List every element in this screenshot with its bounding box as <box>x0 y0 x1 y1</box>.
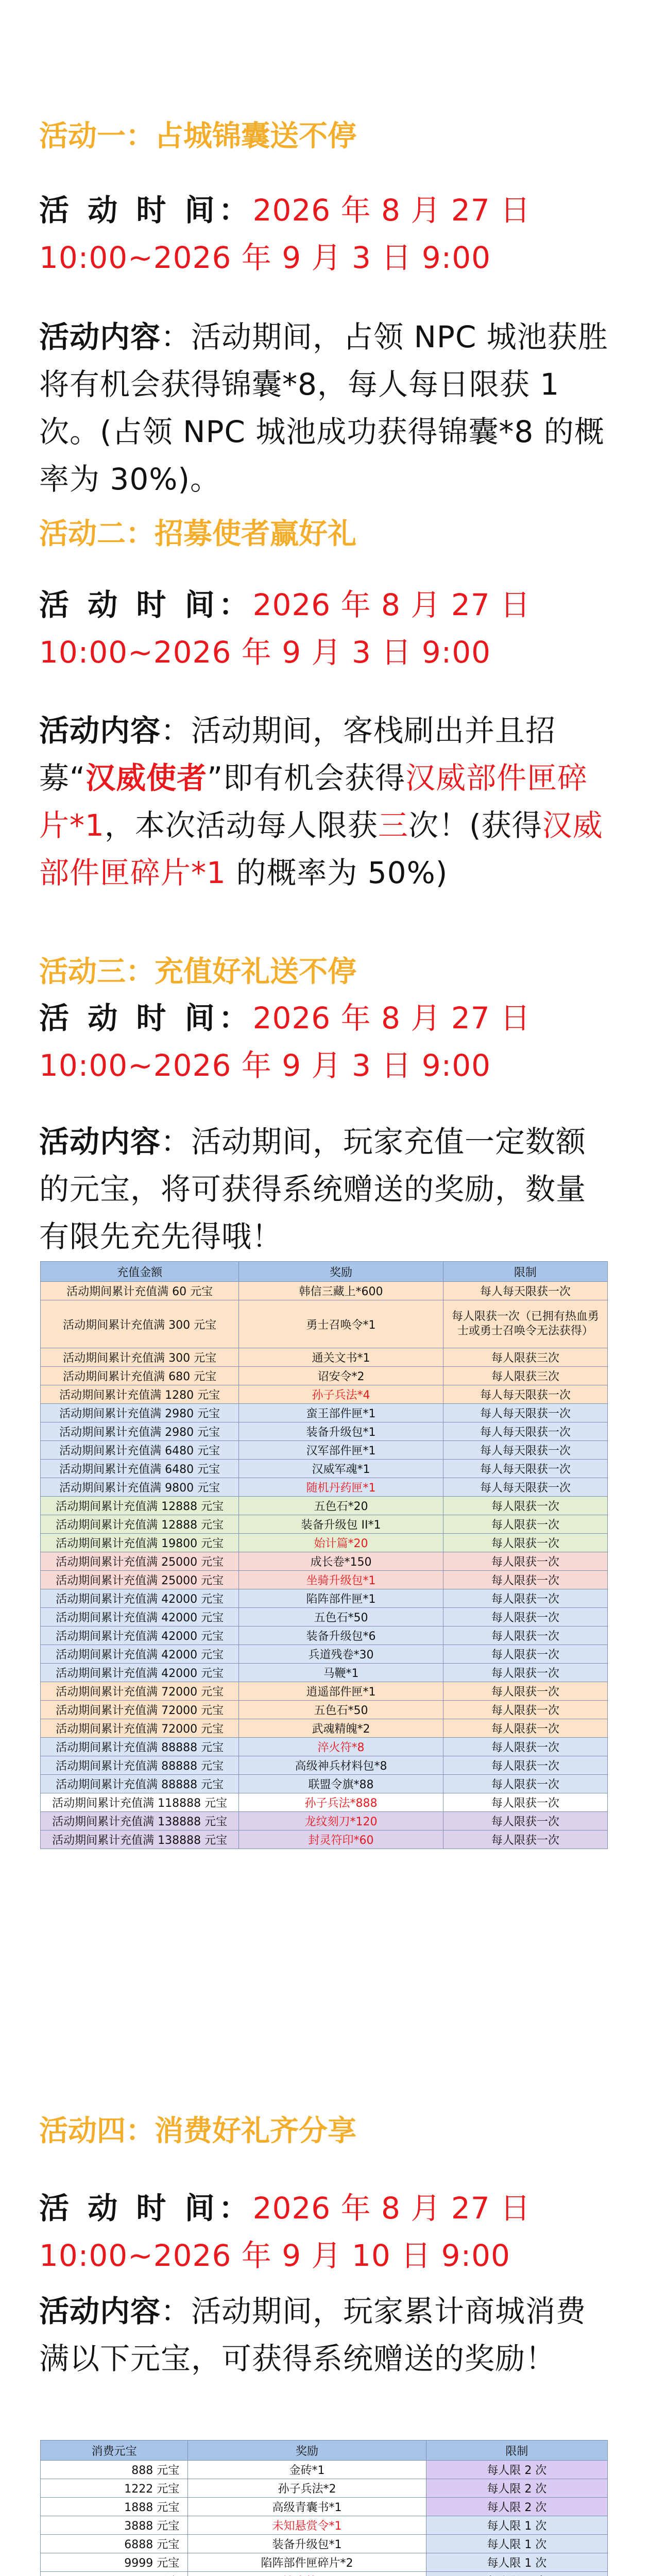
activity-3 <box>39 953 611 991</box>
reward-cell: 始计篇*20 <box>239 1534 443 1552</box>
time-label: 活 动 时 间： <box>39 2191 253 2226</box>
header-limit: 限制 <box>426 2441 607 2461</box>
reward-cell: 金砖*1 <box>188 2461 426 2479</box>
table-row <box>41 1664 608 1682</box>
reward-cell: 高级青囊书*1 <box>188 2498 426 2516</box>
reward-cell: 未知悬赏令*1 <box>188 2516 426 2535</box>
content-red-4: 汉威部件匣碎片*1 <box>39 808 603 890</box>
reward-cell: 武魂精魄*2 <box>239 1719 443 1738</box>
reward-cell: 五色石*50 <box>239 1701 443 1719</box>
reward-cell: 联盟令旗*88 <box>239 1775 443 1793</box>
content-red-1: 汉威使者 <box>86 760 208 795</box>
limit-cell: 每人每天限获一次 <box>443 1441 607 1460</box>
amount-cell: 活动期间累计充值满 300 元宝 <box>41 1348 239 1367</box>
limit-cell: 每人限 2 次 <box>426 2498 607 2516</box>
amount-cell: 活动期间累计充值满 42000 元宝 <box>41 1608 239 1626</box>
limit-cell: 每人每天限获一次 <box>443 1282 607 1300</box>
table-row <box>41 1812 608 1831</box>
content-text: ：活动期间，占领 NPC 城池获胜将有机会获得锦囊*8，每人每日限获 1 次。(占领 NPC 城池成功获得锦囊*8 的概率为 30%)。 <box>39 319 608 497</box>
table-row <box>41 1348 608 1367</box>
time-value-1: 2026 年 8 月 27 日 <box>252 587 531 622</box>
table-row <box>41 1793 608 1812</box>
table-row <box>41 1422 608 1441</box>
table-row <box>41 1738 608 1756</box>
reward-cell: 装备升级包*6 <box>239 1626 443 1645</box>
reward-cell: 坐骑升级包*1 <box>239 1571 443 1589</box>
reward-cell: 陷阵部件匣*1 <box>239 1589 443 1608</box>
limit-cell: 每人限获三次 <box>443 1367 607 1385</box>
content-part-1: ：活动期间，客栈刷出并且招募“ <box>39 713 556 795</box>
limit-cell: 每人限 1 次 <box>426 2553 607 2572</box>
amount-cell: 活动期间累计充值满 72000 元宝 <box>41 1701 239 1719</box>
reward-cell: 马鞭*1 <box>239 1664 443 1682</box>
table-row <box>41 2498 608 2516</box>
table-row <box>41 2516 608 2535</box>
limit-cell: 每人限获一次 <box>443 1719 607 1738</box>
table-row <box>41 1701 608 1719</box>
reward-cell: 通关文书*1 <box>239 1348 443 1367</box>
table-row <box>41 1404 608 1422</box>
amount-cell: 6888 元宝 <box>41 2535 188 2553</box>
table-row <box>41 1460 608 1478</box>
content-part-2: ”即有机会获得 <box>207 760 406 795</box>
table-row <box>41 1367 608 1385</box>
content-label: 活动内容 <box>39 713 161 748</box>
activity-1-content <box>39 313 611 503</box>
limit-cell: 每人限获一次 <box>443 1645 607 1664</box>
amount-cell: 活动期间累计充值满 42000 元宝 <box>41 1664 239 1682</box>
table-row <box>41 1552 608 1571</box>
table-header-row <box>41 2441 608 2461</box>
table-row <box>41 1589 608 1608</box>
reward-cell: 五色石*50 <box>239 1608 443 1626</box>
amount-cell <box>41 2572 188 2576</box>
amount-cell: 活动期间累计充值满 6480 元宝 <box>41 1441 239 1460</box>
limit-cell: 每人限获一次 <box>443 1515 607 1534</box>
time-value-1: 2026 年 8 月 27 日 <box>252 1001 531 1036</box>
table-header-row <box>41 1262 608 1282</box>
reward-cell <box>188 2572 426 2576</box>
activity-2-content <box>39 707 611 896</box>
amount-cell: 活动期间累计充值满 138888 元宝 <box>41 1812 239 1831</box>
table-row <box>41 1608 608 1626</box>
activity-4 <box>39 2112 611 2150</box>
amount-cell: 活动期间累计充值满 42000 元宝 <box>41 1626 239 1645</box>
reward-cell: 孙子兵法*888 <box>239 1793 443 1812</box>
header-recharge-amount: 充值金额 <box>41 1262 239 1282</box>
activity-2 <box>39 515 611 553</box>
limit-cell: 每人限获一次 <box>443 1497 607 1515</box>
reward-cell: 成长卷*150 <box>239 1552 443 1571</box>
limit-cell: 每人限 1 次 <box>426 2535 607 2553</box>
table-row <box>41 1300 608 1348</box>
amount-cell: 活动期间累计充值满 2980 元宝 <box>41 1422 239 1441</box>
reward-cell: 勇士召唤令*1 <box>239 1300 443 1348</box>
content-label: 活动内容 <box>39 2294 161 2329</box>
amount-cell: 活动期间累计充值满 19800 元宝 <box>41 1534 239 1552</box>
reward-cell: 封灵符印*60 <box>239 1831 443 1849</box>
limit-cell: 每人限获一次 <box>443 1608 607 1626</box>
table-row <box>41 2572 608 2576</box>
activity-1 <box>39 117 611 156</box>
table-row <box>41 2553 608 2572</box>
reward-cell: 淬火符*8 <box>239 1738 443 1756</box>
table-row <box>41 1831 608 1849</box>
table-row <box>41 1534 608 1552</box>
limit-cell: 每人限获一次 <box>443 1552 607 1571</box>
limit-cell: 每人限获三次 <box>443 1348 607 1367</box>
table-row <box>41 1385 608 1404</box>
activity-3-content <box>39 1118 611 1260</box>
reward-cell: 汉军部件匣*1 <box>239 1441 443 1460</box>
amount-cell: 活动期间累计充值满 25000 元宝 <box>41 1571 239 1589</box>
amount-cell: 活动期间累计充值满 300 元宝 <box>41 1300 239 1348</box>
limit-cell: 每人限 2 次 <box>426 2479 607 2498</box>
amount-cell: 活动期间累计充值满 12888 元宝 <box>41 1497 239 1515</box>
activity-4-content <box>39 2287 611 2382</box>
limit-cell: 每人每天限获一次 <box>443 1422 607 1441</box>
reward-cell: 装备升级包 II*1 <box>239 1515 443 1534</box>
amount-cell: 活动期间累计充值满 72000 元宝 <box>41 1682 239 1701</box>
table-row <box>41 1775 608 1793</box>
content-text: ：活动期间，玩家累计商城消费满以下元宝，可获得系统赠送的奖励！ <box>39 2294 587 2376</box>
reward-cell: 汉威军魂*1 <box>239 1460 443 1478</box>
consumption-reward-table <box>40 2440 608 2576</box>
reward-cell: 韩信三藏上*600 <box>239 1282 443 1300</box>
header-limit: 限制 <box>443 1262 607 1282</box>
amount-cell: 活动期间累计充值满 25000 元宝 <box>41 1552 239 1571</box>
activity-2-time <box>39 581 611 676</box>
reward-cell: 随机丹药匣*1 <box>239 1478 443 1497</box>
time-value-2: 10:00~2026 年 9 月 3 日 9:00 <box>39 240 491 275</box>
reward-cell: 龙纹刻刀*120 <box>239 1812 443 1831</box>
amount-cell: 1222 元宝 <box>41 2479 188 2498</box>
table-row <box>41 2479 608 2498</box>
amount-cell: 活动期间累计充值满 2980 元宝 <box>41 1404 239 1422</box>
table-row <box>41 1719 608 1738</box>
amount-cell: 活动期间累计充值满 6480 元宝 <box>41 1460 239 1478</box>
limit-cell: 每人限获一次 <box>443 1756 607 1775</box>
activity-4-heading: 活动四：消费好礼齐分享 <box>39 2114 356 2148</box>
table-row <box>41 1515 608 1534</box>
recharge-reward-table <box>40 1261 608 1849</box>
table-row <box>41 1756 608 1775</box>
limit-cell: 每人每天限获一次 <box>443 1460 607 1478</box>
amount-cell: 活动期间累计充值满 88888 元宝 <box>41 1738 239 1756</box>
amount-cell: 活动期间累计充值满 680 元宝 <box>41 1367 239 1385</box>
limit-cell: 每人限获一次 <box>443 1775 607 1793</box>
limit-cell: 每人限获一次 <box>443 1626 607 1645</box>
activity-3-heading: 活动三：充值好礼送不停 <box>39 955 356 989</box>
reward-cell: 孙子兵法*2 <box>188 2479 426 2498</box>
content-part-5: 的概率为 50%) <box>226 855 448 890</box>
limit-cell: 每人限获一次 <box>443 1589 607 1608</box>
table-row <box>41 1682 608 1701</box>
table-row <box>41 1441 608 1460</box>
activity-4-time <box>39 2184 611 2279</box>
amount-cell: 活动期间累计充值满 72000 元宝 <box>41 1719 239 1738</box>
amount-cell: 活动期间累计充值满 118888 元宝 <box>41 1793 239 1812</box>
limit-cell: 每人限获一次 <box>443 1738 607 1756</box>
limit-cell: 每人限 1 次 <box>426 2516 607 2535</box>
amount-cell: 9999 元宝 <box>41 2553 188 2572</box>
table-row <box>41 2461 608 2479</box>
reward-cell: 高级神兵材料包*8 <box>239 1756 443 1775</box>
header-reward: 奖励 <box>188 2441 426 2461</box>
content-part-4: 次！(获得 <box>408 808 542 843</box>
limit-cell: 每人限获一次 <box>443 1571 607 1589</box>
content-label: 活动内容 <box>39 319 161 354</box>
content-red-2: 汉威部件匣碎片*1 <box>39 760 588 843</box>
amount-cell: 888 元宝 <box>41 2461 188 2479</box>
time-value-2: 10:00~2026 年 9 月 10 日 9:00 <box>39 2238 510 2273</box>
amount-cell: 活动期间累计充值满 1280 元宝 <box>41 1385 239 1404</box>
amount-cell: 活动期间累计充值满 12888 元宝 <box>41 1515 239 1534</box>
limit-cell: 每人限获一次 <box>443 1812 607 1831</box>
amount-cell: 1888 元宝 <box>41 2498 188 2516</box>
amount-cell: 活动期间累计充值满 138888 元宝 <box>41 1831 239 1849</box>
limit-cell: 每人限获一次 <box>443 1793 607 1812</box>
limit-cell: 每人每天限获一次 <box>443 1385 607 1404</box>
reward-cell: 装备升级包*1 <box>188 2535 426 2553</box>
time-value-2: 10:00~2026 年 9 月 3 日 9:00 <box>39 635 491 670</box>
header-reward: 奖励 <box>239 1262 443 1282</box>
limit-cell: 每人限获一次 <box>443 1831 607 1849</box>
reward-cell: 逍遥部件匣*1 <box>239 1682 443 1701</box>
time-label: 活 动 时 间： <box>39 193 253 228</box>
time-label: 活 动 时 间： <box>39 587 253 622</box>
reward-cell: 五色石*20 <box>239 1497 443 1515</box>
reward-cell: 兵道残卷*30 <box>239 1645 443 1664</box>
limit-cell: 每人每天限获一次 <box>443 1404 607 1422</box>
table-row <box>41 1645 608 1664</box>
activity-2-heading: 活动二：招募使者赢好礼 <box>39 517 356 551</box>
amount-cell: 活动期间累计充值满 42000 元宝 <box>41 1645 239 1664</box>
reward-cell: 蛮王部件匣*1 <box>239 1404 443 1422</box>
reward-cell: 诏安令*2 <box>239 1367 443 1385</box>
activity-3-time <box>39 994 611 1089</box>
content-part-3: ，本次活动每人限获 <box>104 808 378 843</box>
amount-cell: 活动期间累计充值满 88888 元宝 <box>41 1756 239 1775</box>
limit-cell <box>426 2572 607 2576</box>
reward-cell: 孙子兵法*4 <box>239 1385 443 1404</box>
amount-cell: 3888 元宝 <box>41 2516 188 2535</box>
amount-cell: 活动期间累计充值满 88888 元宝 <box>41 1775 239 1793</box>
limit-cell: 每人限获一次 <box>443 1682 607 1701</box>
time-value-1: 2026 年 8 月 27 日 <box>252 2191 531 2226</box>
amount-cell: 活动期间累计充值满 9800 元宝 <box>41 1478 239 1497</box>
reward-cell: 装备升级包*1 <box>239 1422 443 1441</box>
header-consume-amount: 消费元宝 <box>41 2441 188 2461</box>
activity-1-time <box>39 187 611 281</box>
content-label: 活动内容 <box>39 1124 161 1159</box>
table-row <box>41 1626 608 1645</box>
limit-cell: 每人限获一次 <box>443 1701 607 1719</box>
content-red-3: 三 <box>378 808 408 843</box>
limit-cell: 每人限获一次 <box>443 1664 607 1682</box>
amount-cell: 活动期间累计充值满 42000 元宝 <box>41 1589 239 1608</box>
limit-cell: 每人限获一次 <box>443 1534 607 1552</box>
table-row <box>41 1497 608 1515</box>
table-row <box>41 1478 608 1497</box>
activity-1-heading: 活动一：占城锦囊送不停 <box>39 120 356 153</box>
time-value-1: 2026 年 8 月 27 日 <box>252 193 531 228</box>
time-value-2: 10:00~2026 年 9 月 3 日 9:00 <box>39 1048 491 1083</box>
table-row <box>41 2535 608 2553</box>
limit-cell: 每人每天限获一次 <box>443 1478 607 1497</box>
table-row <box>41 1282 608 1300</box>
limit-cell: 每人限获一次（已拥有热血勇士或勇士召唤令无法获得） <box>443 1300 607 1348</box>
limit-cell: 每人限 2 次 <box>426 2461 607 2479</box>
content-text: ：活动期间，玩家充值一定数额的元宝，将可获得系统赠送的奖励，数量有限先充先得哦！ <box>39 1124 587 1254</box>
table-row <box>41 1571 608 1589</box>
reward-cell: 陷阵部件匣碎片*2 <box>188 2553 426 2572</box>
time-label: 活 动 时 间： <box>39 1001 253 1036</box>
amount-cell: 活动期间累计充值满 60 元宝 <box>41 1282 239 1300</box>
